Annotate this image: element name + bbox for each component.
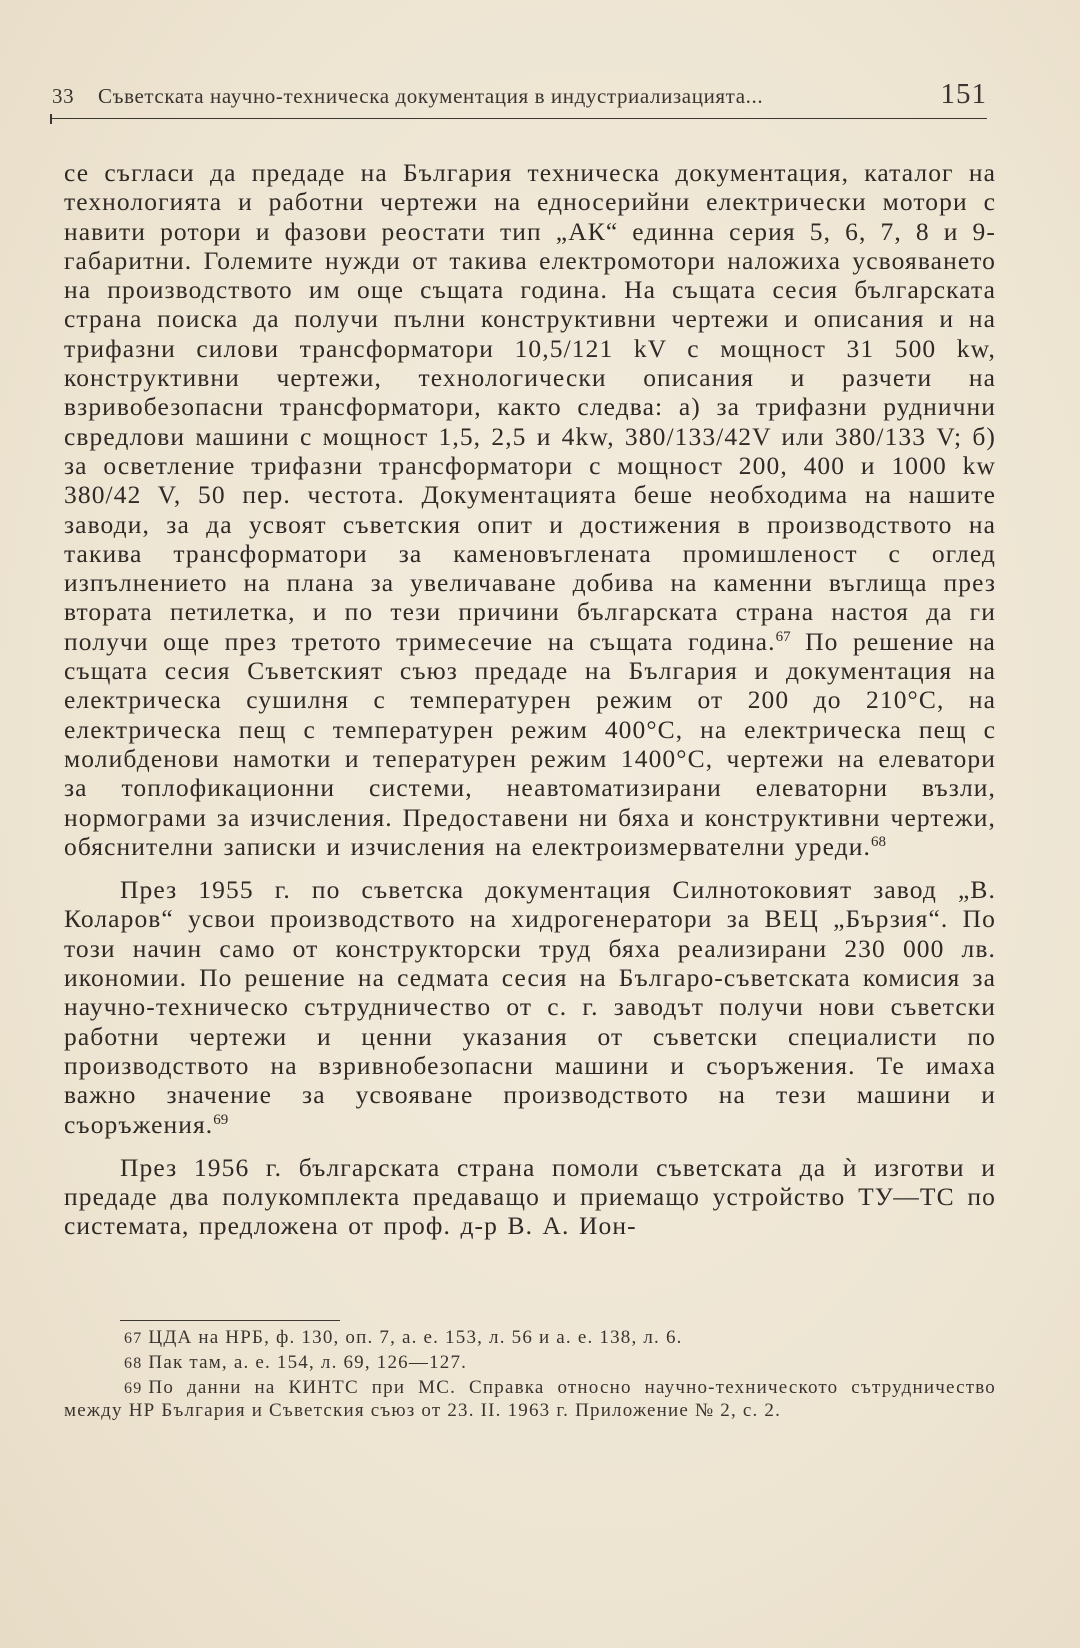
footnote-rule	[120, 1320, 340, 1321]
chapter-number: 33	[52, 84, 75, 108]
paragraph-3-text: През 1956 г. българската страна помоли съветската да ѝ изготви и предаде два полукомплекта предаващо и приемащо устройство ТУ—ТС по системата, предложена от проф. д-р В. А. Ион-	[64, 1152, 996, 1241]
footnote-ref-68: 68	[871, 833, 886, 850]
footnote-69	[64, 1377, 996, 1422]
footnote-number: 67	[124, 1330, 143, 1347]
running-header	[52, 78, 987, 112]
footnote-text: Пак там, а. е. 154, л. 69, 126—127.	[148, 1352, 468, 1373]
footnote-text: ЦДА на НРБ, ф. 130, оп. 7, а. е. 153, л. 56 и а. е. 138, л. 6.	[148, 1327, 683, 1348]
footnote-number: 68	[124, 1355, 143, 1372]
running-title: Съветската научно-техническа документация в индустриализацията...	[98, 84, 764, 108]
paragraph-2-text: През 1955 г. по съветска документация Силнотоковият завод „В. Коларов“ усвои производството на хидрогенератори за ВЕЦ „Бързия“. По този начин само от конструкторски труд бяха реализирани 230 000 лв. икономии. По решение на седмата сесия на Българо-съветската комисия за научно-техническо сътрудничество от с. г. заводът получи нови съветски работни чертежи и ценни указания от съветски специалисти по производството на взривнобезопасни машини и съоръжения. Те имаха важно значение за усвояване производството на тези машини и съоръжения.	[64, 875, 996, 1139]
main-text	[64, 158, 996, 1241]
footnote-number: 69	[124, 1380, 143, 1397]
footnote-68	[64, 1352, 996, 1375]
paragraph-1-text-b: По решение на същата сесия Съветският съюз предаде на България и документация на електрическа сушилня с температурен режим от 200 до 210°С, на електрическа пещ с температурен режим 400°С, на електрическа пещ с молибденови намотки и тепературен режим 1400°С, чертежи на елеватори за топлофикационни системи, неавтоматизирани елеваторни възли, нормограми за изчисления. Предоставени ни бяха и конструктивни чертежи, обяснителни записки и изчисления на електроизмервателни уреди.	[64, 626, 996, 861]
paragraph-2	[64, 875, 996, 1139]
header-rule-tick	[50, 114, 52, 124]
footnote-text: По данни на КИНТС при МС. Справка относно научно-техническото сътрудничество между НР България и Съветския съюз от 23. II. 1963 г. Приложение № 2, с. 2.	[64, 1377, 996, 1421]
paragraph-3	[64, 1153, 996, 1241]
footnote-ref-69: 69	[213, 1111, 229, 1128]
footnotes	[64, 1327, 996, 1424]
paragraph-1	[64, 158, 996, 861]
footnote-ref-67: 67	[775, 628, 791, 645]
page-number: 151	[940, 78, 987, 110]
header-rule	[50, 118, 987, 119]
footnote-67	[64, 1327, 996, 1350]
paragraph-1-text-a: се съгласи да предаде на България техническа документация, каталог на технологията и работни чертежи на едносерийни електрически мотори с навити ротори и фазови реостати тип „АК“ единна серия 5, 6, 7, 8 и 9-габаритни. Големите нужди от такива електромотори наложиха усвояването на производството им още същата година. На същата сесия българската страна поиска да получи пълни конструктивни чертежи и описания и на трифазни силови трансформатори 10,5/121 kV с мощност 31 500 kw, конструктивни чертежи, технологически описания и разчети на взривобезопасни трансформатори, както следва: а) за трифазни руднични свредлови машини с мощност 1,5, 2,5 и 4kw, 380/133/42V или 380/133 V; б) за осветление трифазни трансформатори с мощност 200, 400 и 1000 kw 380/42 V, 50 пер. честота. Документацията беше необходима на нашите заводи, за да усвоят съветския опит и достижения в производството на такива трансформатори за каменовъглената промишленост с оглед изпълнението на плана за увеличаване добива на каменни въглища през втората петилетка, и по тези причини българската страна настоя да ги получи още през третото тримесечие на същата година.	[64, 158, 996, 656]
